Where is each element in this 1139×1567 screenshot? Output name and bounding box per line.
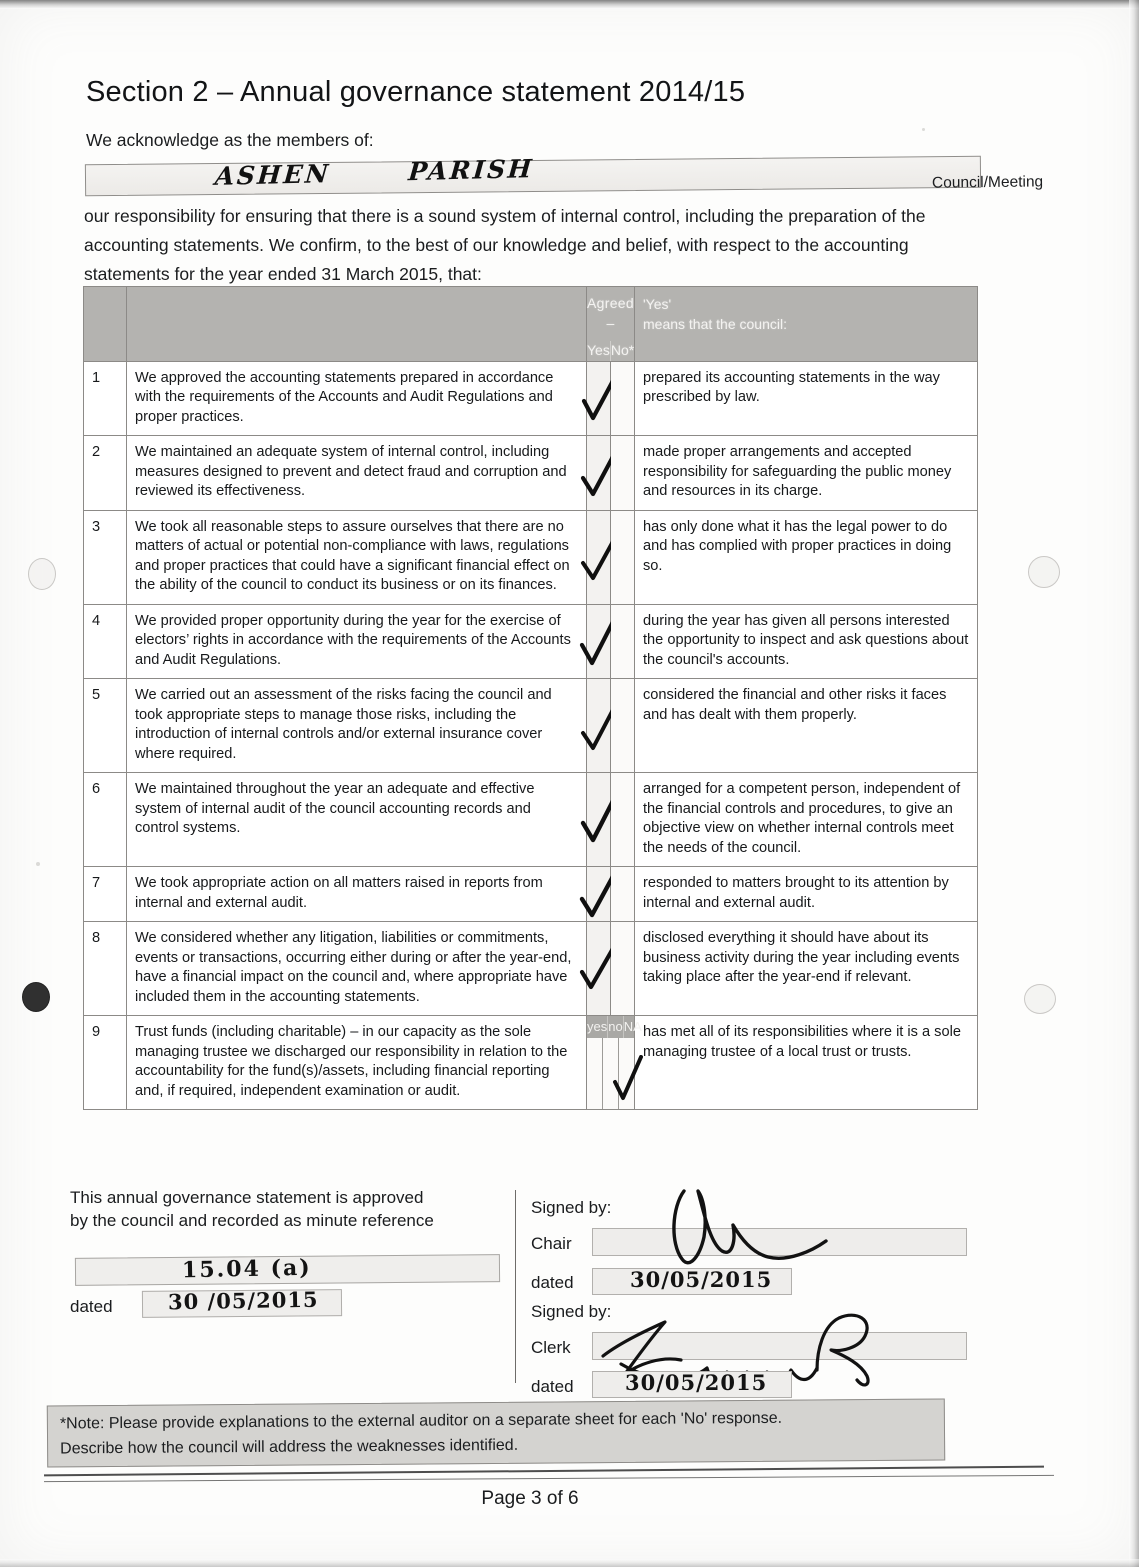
header-means-cell <box>635 287 978 362</box>
footer-note-line1: *Note: Please provide explanations to the external auditor on a separate sheet for each 'No' response. <box>59 1409 783 1433</box>
table-row <box>84 922 978 1016</box>
header-number-cell <box>84 287 127 362</box>
table-row <box>84 361 978 436</box>
row-number: 5 <box>84 679 127 773</box>
clerk-signature-field[interactable] <box>592 1332 967 1360</box>
row-description: has met all of its responsibilities where it is a sole managing trustee of a local trust or trusts. <box>635 1016 978 1110</box>
row-yes-checkbox[interactable] <box>587 436 611 511</box>
row-statement: We approved the accounting statements prepared in accordance with the requirements of the Accounts and Audit Regulations and proper practices. <box>127 361 587 436</box>
row-no-checkbox[interactable] <box>611 604 635 679</box>
clerk-dated-value: 30/05/2015 <box>625 1370 768 1395</box>
hole-punch-right-top <box>1028 556 1060 588</box>
row-description: disclosed everything it should have about its business activity during the year including events taking place after the year-end if relevant. <box>635 922 978 1016</box>
header-means-line2: means that the council: <box>643 316 787 332</box>
row-no-checkbox[interactable] <box>611 436 635 511</box>
row-yes-checkbox[interactable] <box>587 361 611 436</box>
row-number: 8 <box>84 922 127 1016</box>
row-yes-checkbox[interactable] <box>587 867 611 922</box>
row-description: made proper arrangements and accepted responsibility for safeguarding the public money and resources in its charge. <box>635 436 978 511</box>
header-yes-label: Yes <box>587 341 611 361</box>
table-row-trust-funds <box>84 1016 978 1110</box>
approval-text <box>70 1186 510 1232</box>
header-means-line1: 'Yes' <box>643 296 672 312</box>
table-row <box>84 510 978 604</box>
table-row <box>84 604 978 679</box>
parish-value: PARISH <box>407 154 536 187</box>
hole-punch-right-bottom <box>1024 984 1056 1014</box>
scan-edge-top <box>0 0 1139 9</box>
footer-note-text <box>60 1405 940 1462</box>
table-row <box>84 867 978 922</box>
chair-signature-field[interactable] <box>592 1228 967 1256</box>
clerk-signed-by-label: Signed by: <box>531 1302 612 1321</box>
row-no-checkbox[interactable] <box>611 510 635 604</box>
row-statement: We took all reasonable steps to assure ourselves that there are no matters of actual or potential non-compliance with laws, regulations and proper practices that could have a significant financial effect on the ability of the council to conduct its business or on its finances. <box>127 510 587 604</box>
trust-option-no-label: no <box>608 1016 623 1038</box>
row-statement: Trust funds (including charitable) – in our capacity as the sole managing trustee we discharged our responsibility in relation to the accountability for the fund(s)/assets, including financial reporting and, if required, independent examination or audit. <box>127 1016 587 1110</box>
scan-edge-right <box>1129 0 1139 1567</box>
table-row <box>84 679 978 773</box>
page-number: Page 3 of 6 <box>481 1488 579 1509</box>
scan-speck <box>36 862 40 866</box>
row-number: 2 <box>84 436 127 511</box>
row-number: 7 <box>84 867 127 922</box>
row-description: has only done what it has the legal power to do and has complied with proper practices in doing so. <box>635 510 978 604</box>
row-yes-checkbox[interactable] <box>587 922 611 1016</box>
governance-statement-table <box>83 286 978 1110</box>
table-row <box>84 436 978 511</box>
trust-yes-checkbox[interactable] <box>587 1038 603 1109</box>
trust-options-header <box>587 1016 642 1038</box>
row-no-checkbox[interactable] <box>611 773 635 867</box>
row-description: prepared its accounting statements in the way prescribed by law. <box>635 361 978 436</box>
trust-options-grid <box>587 1038 634 1109</box>
row-statement: We provided proper opportunity during the year for the exercise of electors’ rights in accordance with the requirements of the Accounts and Audit Regulations. <box>127 604 587 679</box>
row-yes-checkbox[interactable] <box>587 604 611 679</box>
approval-text-line2: by the council and recorded as minute reference <box>70 1211 434 1230</box>
row-trust-answer-group <box>587 1016 642 1110</box>
row-statement: We maintained throughout the year an adequate and effective system of internal audit of the council accounting records and control systems. <box>127 773 587 867</box>
trust-na-checkbox[interactable] <box>619 1038 634 1109</box>
trust-option-yes-label: yes <box>587 1016 608 1038</box>
responsibility-paragraph: our responsibility for ensuring that there is a sound system of internal control, including the preparation of the accounting statements. We confirm, to the best of our knowledge and belief, with respect to the accounting statements for the year ended 31 March 2015, that: <box>84 206 926 284</box>
footer-rule-top <box>44 1466 1044 1477</box>
chair-label: Chair <box>531 1234 572 1253</box>
council-meeting-label: Council/Meeting <box>931 173 1044 192</box>
approval-dated-label: dated <box>70 1297 113 1316</box>
header-statement-cell <box>127 287 587 362</box>
row-statement: We maintained an adequate system of internal control, including measures designed to prevent and detect fraud and corruption and reviewed its effectiveness. <box>127 436 587 511</box>
row-description: arranged for a competent person, independent of the financial controls and procedures, to give an objective view on whether internal controls meet the needs of the council. <box>635 773 978 867</box>
approval-dated-value: 30 /05/2015 <box>167 1286 319 1315</box>
scan-edge-bottom <box>0 1559 1139 1567</box>
chair-dated-label: dated <box>531 1273 574 1292</box>
row-yes-checkbox[interactable] <box>587 510 611 604</box>
header-agreed-label: Agreed – <box>587 295 634 331</box>
footer-rule-bottom <box>44 1475 1054 1482</box>
row-description: responded to matters brought to its attention by internal and external audit. <box>635 867 978 922</box>
table-header-row <box>84 287 978 362</box>
hole-punch-left-bottom <box>22 982 50 1012</box>
row-no-checkbox[interactable] <box>611 867 635 922</box>
trust-option-na-label: NA <box>623 1019 642 1034</box>
scan-speck <box>922 128 925 131</box>
council-name-value: ASHEN <box>213 159 332 191</box>
row-no-checkbox[interactable] <box>611 922 635 1016</box>
row-number: 4 <box>84 604 127 679</box>
signature-divider <box>515 1190 516 1383</box>
page-title: Section 2 – Annual governance statement 2014/15 <box>86 76 746 108</box>
acknowledge-intro: We acknowledge as the members of: <box>86 130 374 150</box>
row-statement: We considered whether any litigation, liabilities or commitments, events or transactions, occurring either during or after the year-end, have a financial impact on the council and, where appropriate have included them in the accounting statements. <box>127 922 587 1016</box>
row-description: considered the financial and other risks it faces and has dealt with them properly. <box>635 679 978 773</box>
chair-signed-by-label: Signed by: <box>531 1198 612 1217</box>
table-row <box>84 773 978 867</box>
header-no-label: No* <box>610 342 635 358</box>
row-description: during the year has given all persons interested the opportunity to inspect and ask questions about the council's accounts. <box>635 604 978 679</box>
row-no-checkbox[interactable] <box>611 679 635 773</box>
row-statement: We took appropriate action on all matters raised in reports from internal and external audit. <box>127 867 587 922</box>
row-number: 1 <box>84 361 127 436</box>
clerk-label: Clerk <box>531 1338 571 1357</box>
row-no-checkbox[interactable] <box>611 361 635 436</box>
header-agreed-cell <box>587 287 635 362</box>
row-number: 9 <box>84 1016 127 1110</box>
footer-note-line2: Describe how the council will address the weaknesses identified. <box>60 1436 519 1458</box>
chair-dated-value: 30/05/2015 <box>630 1267 773 1292</box>
trust-no-checkbox[interactable] <box>603 1038 619 1109</box>
approval-text-line1: This annual governance statement is approved <box>70 1188 424 1207</box>
minute-reference-value: 15.04 (a) <box>181 1254 312 1284</box>
row-number: 6 <box>84 773 127 867</box>
approval-left <box>70 1186 510 1284</box>
row-yes-checkbox[interactable] <box>587 773 611 867</box>
clerk-dated-label: dated <box>531 1377 574 1396</box>
hole-punch-left-top <box>28 558 56 590</box>
row-yes-checkbox[interactable] <box>587 679 611 773</box>
row-statement: We carried out an assessment of the risks facing the council and took appropriate steps to manage those risks, including the introduction of internal controls and/or external insurance cover where required. <box>127 679 587 773</box>
row-number: 3 <box>84 510 127 604</box>
